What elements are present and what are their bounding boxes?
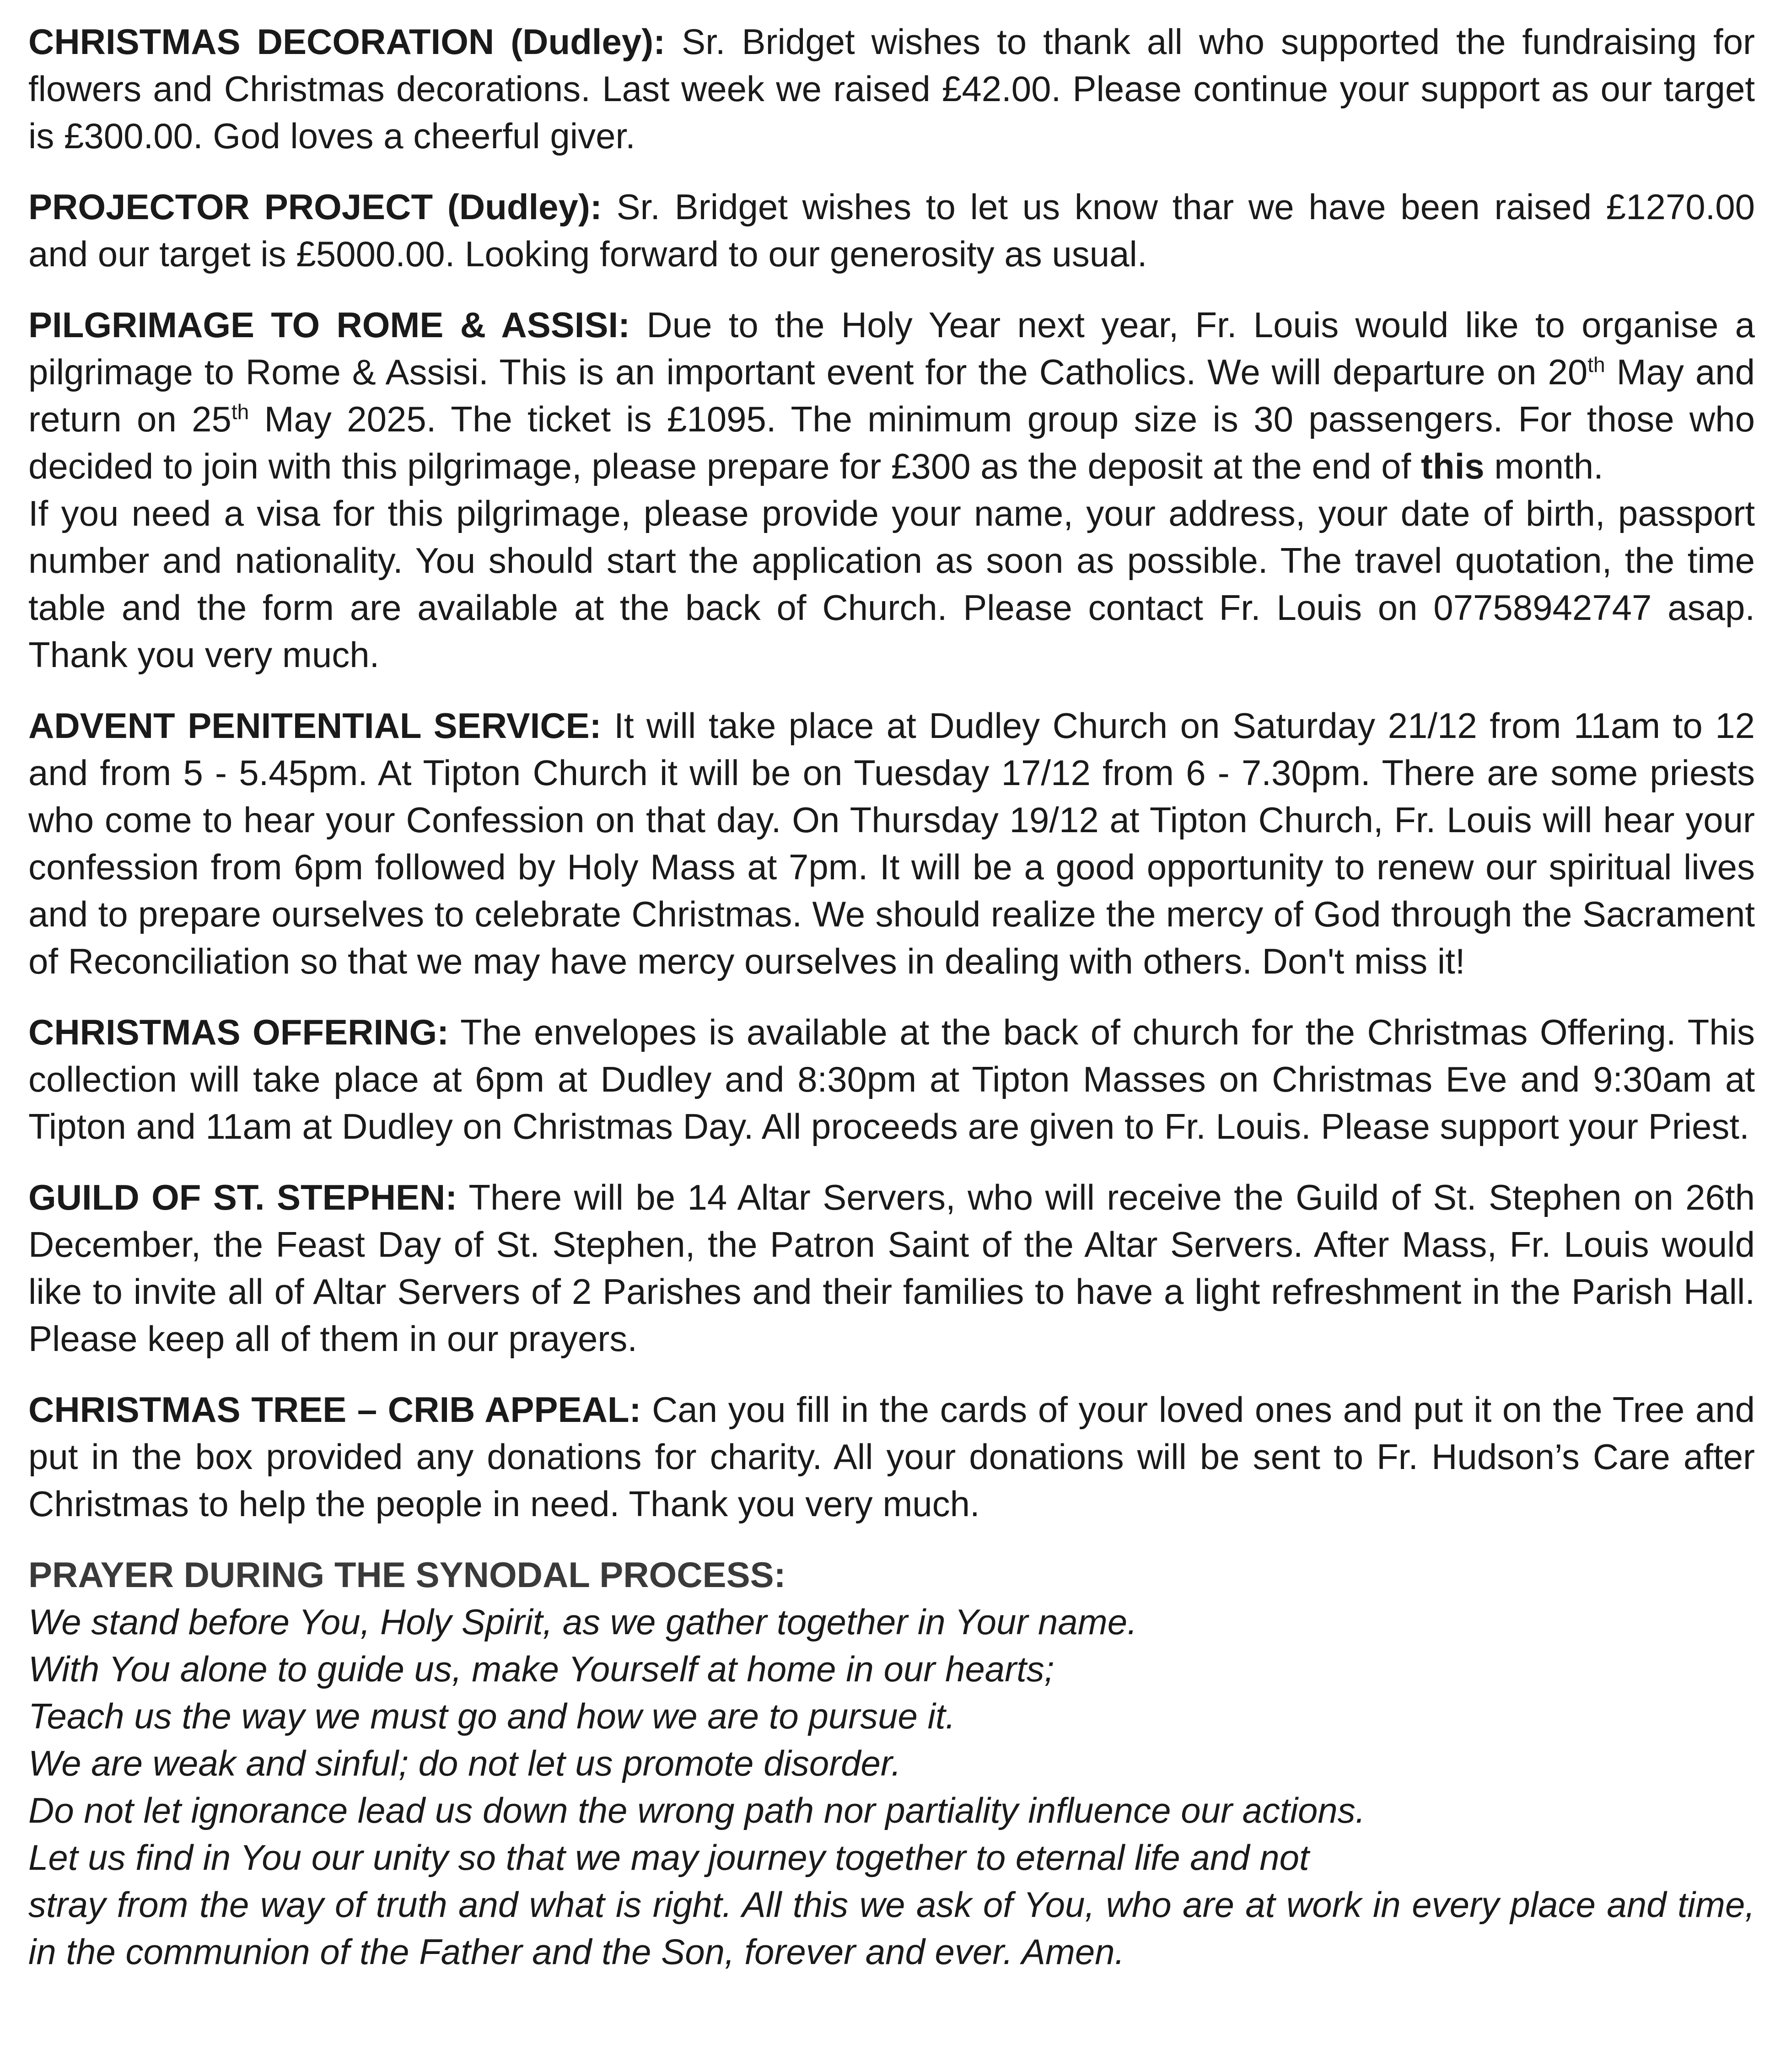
- notice-text: May 2025. The ticket is £1095. The minimum group size is 30 passengers. For those who decided to join with this pilgrimage, please prepare for £300 as the deposit at the end of: [28, 399, 1755, 486]
- notice-text: The envelopes is available at the back of church for the Christmas Offering. This collection will take place at 6pm at Dudley and 8:30pm at Tipton Masses on Christmas Eve and 9:30am at Tipton and 11am at Dudley on Christmas Day. All proceeds are given to Fr. Louis. Please support your Priest.: [28, 1012, 1755, 1146]
- notice-text: May and return on 25: [28, 352, 1755, 439]
- emphasis-word: this: [1420, 446, 1485, 486]
- prayer-line: Teach us the way we must go and how we are to pursue it.: [28, 1696, 956, 1736]
- notice-text: Due to the Holy Year next year, Fr. Louis would like to organise a pilgrimage to Rome & Assisi. This is an important event for the Catholics. We will departure on 20: [28, 305, 1755, 392]
- notice-advent-penitential-service: [28, 702, 1755, 985]
- notice-title: PROJECTOR PROJECT (Dudley):: [28, 187, 602, 227]
- pilgrimage-visa-info: If you need a visa for this pilgrimage, please provide your name, your address, your date of birth, passport number and nationality. You should start the application as soon as possible. The travel quotation, the time table and the form are available at the back of Church. Please contact Fr. Louis on 07758942747 asap. Thank you very much.: [28, 493, 1755, 675]
- prayer-line: Do not let ignorance lead us down the wrong path nor partiality influence our actions.: [28, 1790, 1366, 1830]
- parish-newsletter-page: [28, 18, 1755, 1975]
- prayer-line: With You alone to guide us, make Yourself at home in our hearts;: [28, 1649, 1054, 1689]
- ordinal-suffix: th: [231, 400, 249, 424]
- notice-christmas-tree-crib-appeal: [28, 1386, 1755, 1528]
- notice-christmas-offering: [28, 1009, 1755, 1150]
- synodal-prayer: [28, 1551, 1755, 1975]
- notice-text: It will take place at Dudley Church on Saturday 21/12 from 11am to 12 and from 5 - 5.45pm. At Tipton Church it will be on Tuesday 17/12 from 6 - 7.30pm. There are some priests who come to hear your Confession on that day. On Thursday 19/12 at Tipton Church, Fr. Louis will hear your confession from 6pm followed by Holy Mass at 7pm. It will be a good opportunity to renew our spiritual lives and to prepare ourselves to celebrate Christmas. We should realize the mercy of God through the Sacrament of Reconciliation so that we may have mercy ourselves in dealing with others. Don't miss it!: [28, 705, 1755, 981]
- notice-text: There will be 14 Altar Servers, who will receive the Guild of St. Stephen on 26th December, the Feast Day of St. Stephen, the Patron Saint of the Altar Servers. After Mass, Fr. Louis would like to invite all of Altar Servers of 2 Parishes and their families to have a light refreshment in the Parish Hall. Please keep all of them in our prayers.: [28, 1177, 1755, 1359]
- notice-guild-of-st-stephen: [28, 1174, 1755, 1362]
- notice-text: Can you fill in the cards of your loved ones and put it on the Tree and put in the box provided any donations for charity. All your donations will be sent to Fr. Hudson’s Care after Christmas to help the people in need. Thank you very much.: [28, 1389, 1755, 1524]
- pilgrimage-details: [28, 301, 1755, 490]
- prayer-title: PRAYER DURING THE SYNODAL PROCESS:: [28, 1555, 786, 1595]
- notice-title: CHRISTMAS DECORATION (Dudley):: [28, 22, 666, 62]
- notice-projector-project: [28, 183, 1755, 278]
- notice-title: CHRISTMAS OFFERING:: [28, 1012, 449, 1052]
- ordinal-suffix: th: [1587, 353, 1605, 377]
- notice-title: ADVENT PENITENTIAL SERVICE:: [28, 705, 602, 746]
- notice-christmas-decoration: [28, 18, 1755, 160]
- notice-pilgrimage: [28, 301, 1755, 678]
- prayer-line: We stand before You, Holy Spirit, as we gather together in Your name.: [28, 1602, 1137, 1642]
- prayer-line: We are weak and sinful; do not let us promote disorder.: [28, 1743, 901, 1783]
- notice-title: PILGRIMAGE TO ROME & ASSISI:: [28, 305, 630, 345]
- notice-text: Sr. Bridget wishes to let us know thar we have been raised £1270.00 and our target is £5000.00. Looking forward to our generosity as usual.: [28, 187, 1755, 274]
- notice-title: CHRISTMAS TREE – CRIB APPEAL:: [28, 1389, 641, 1430]
- prayer-line: Let us find in You our unity so that we may journey together to eternal life and not: [28, 1837, 1309, 1878]
- prayer-line: stray from the way of truth and what is right. All this we ask of You, who are at work in every place and time, in the communion of the Father and the Son, forever and ever. Amen.: [28, 1884, 1755, 1972]
- notice-text: Sr. Bridget wishes to thank all who supported the fundraising for flowers and Christmas decorations. Last week we raised £42.00. Please continue your support as our target is £300.00. God loves a cheerful giver.: [28, 22, 1755, 156]
- notice-title: GUILD OF ST. STEPHEN:: [28, 1177, 457, 1217]
- notice-text: month.: [1484, 446, 1603, 486]
